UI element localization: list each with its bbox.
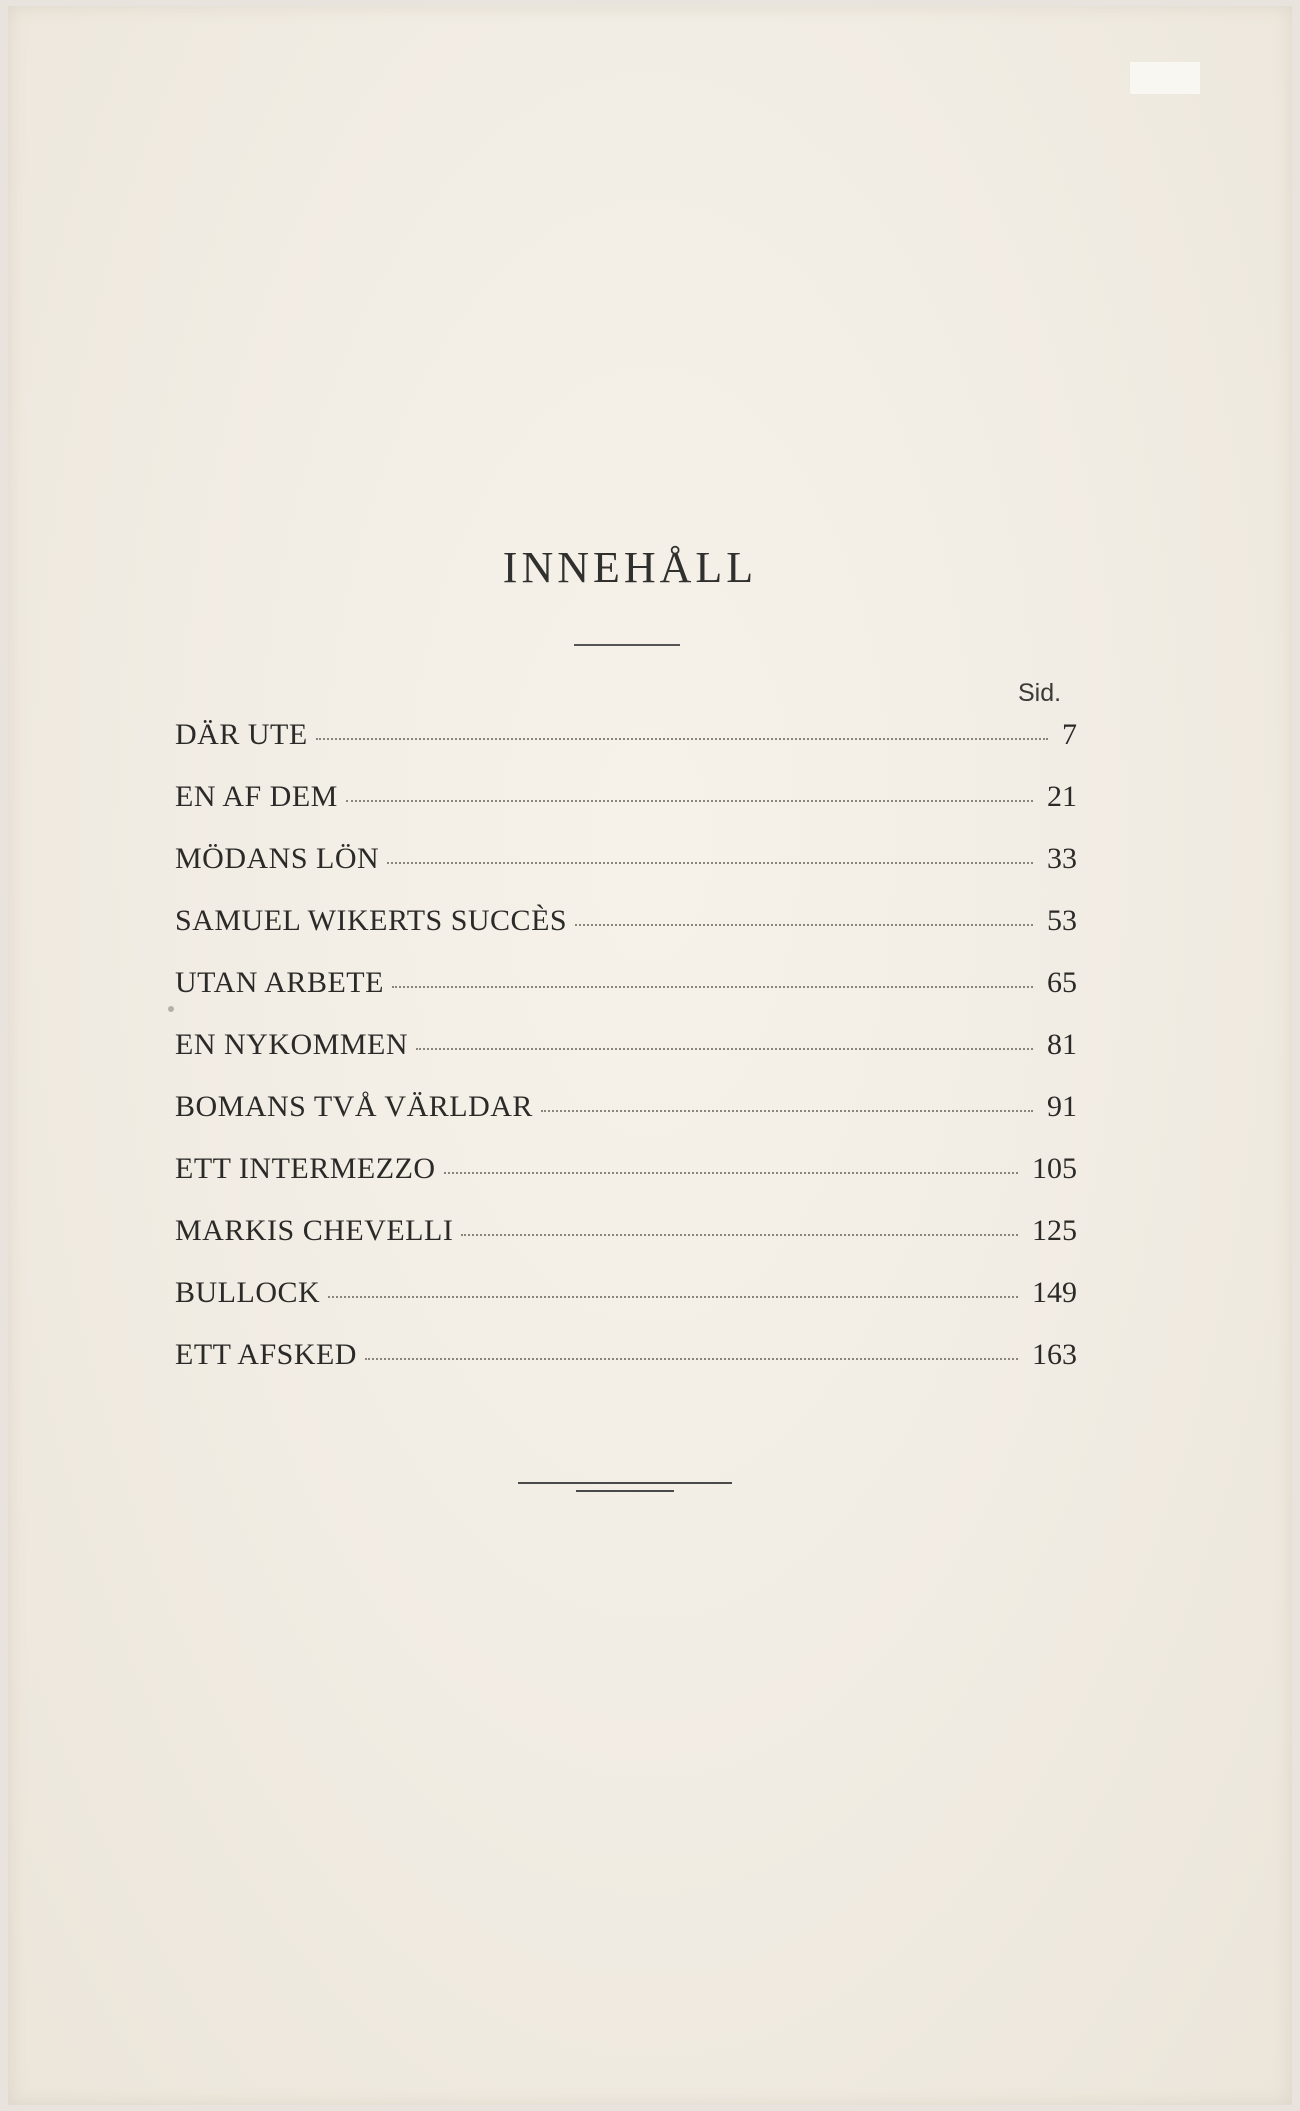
toc-entry-title: DÄR UTE xyxy=(175,718,308,751)
toc-entry-title: EN AF DEM xyxy=(175,780,338,813)
toc-entry xyxy=(175,782,1077,844)
toc-entry-page: 65 xyxy=(1047,966,1077,999)
toc-entry xyxy=(175,1092,1077,1154)
dot-leader xyxy=(387,862,1033,864)
toc-entry-page: 125 xyxy=(1032,1214,1077,1247)
toc-entry-page: 105 xyxy=(1032,1152,1077,1185)
toc-entry xyxy=(175,1030,1077,1092)
toc-entry xyxy=(175,1154,1077,1216)
dot-leader xyxy=(416,1048,1033,1050)
book-page xyxy=(8,6,1292,2105)
toc-entry-page: 81 xyxy=(1047,1028,1077,1061)
toc-entry-title: UTAN ARBETE xyxy=(175,966,384,999)
dot-leader xyxy=(444,1172,1018,1174)
toc-entry xyxy=(175,906,1077,968)
toc-entry xyxy=(175,968,1077,1030)
dot-leader xyxy=(346,800,1033,802)
dot-leader xyxy=(328,1296,1018,1298)
toc-entry-title: MÖDANS LÖN xyxy=(175,842,380,875)
dot-leader xyxy=(392,986,1033,988)
toc-entry-title: BOMANS TVÅ VÄRLDAR xyxy=(175,1090,533,1123)
toc-entry-page: 7 xyxy=(1062,718,1077,751)
ink-speck xyxy=(168,1006,174,1012)
toc-entry-title: EN NYKOMMEN xyxy=(175,1028,408,1061)
dot-leader xyxy=(461,1234,1018,1236)
toc-entry-title: BULLOCK xyxy=(175,1276,321,1309)
ornament-line-long xyxy=(518,1482,732,1484)
toc-entry-title: ETT AFSKED xyxy=(175,1338,357,1371)
toc-entry-page: 53 xyxy=(1047,904,1077,937)
toc-entry xyxy=(175,720,1077,782)
ornament-line-short xyxy=(576,1490,674,1492)
table-of-contents xyxy=(175,720,1077,1402)
toc-entry-title: SAMUEL WIKERTS SUCCÈS xyxy=(175,904,568,937)
dot-leader xyxy=(316,738,1048,740)
page-title: INNEHÅLL xyxy=(502,543,758,592)
toc-entry xyxy=(175,1340,1077,1402)
toc-entry-title: ETT INTERMEZZO xyxy=(175,1152,436,1185)
toc-entry xyxy=(175,1278,1077,1340)
title-rule xyxy=(574,644,680,646)
toc-entry-page: 33 xyxy=(1047,842,1077,875)
toc-entry xyxy=(175,844,1077,906)
dot-leader xyxy=(365,1358,1018,1360)
toc-entry-page: 149 xyxy=(1032,1276,1077,1309)
toc-entry xyxy=(175,1216,1077,1278)
toc-entry-page: 21 xyxy=(1047,780,1077,813)
dot-leader xyxy=(575,924,1033,926)
paper-speck xyxy=(1130,62,1200,94)
toc-entry-page: 91 xyxy=(1047,1090,1077,1123)
toc-entry-title: MARKIS CHEVELLI xyxy=(175,1214,454,1247)
toc-entry-page: 163 xyxy=(1032,1338,1077,1371)
page-column-label: Sid. xyxy=(1018,679,1062,707)
dot-leader xyxy=(541,1110,1033,1112)
end-ornament-rule xyxy=(518,1482,732,1496)
